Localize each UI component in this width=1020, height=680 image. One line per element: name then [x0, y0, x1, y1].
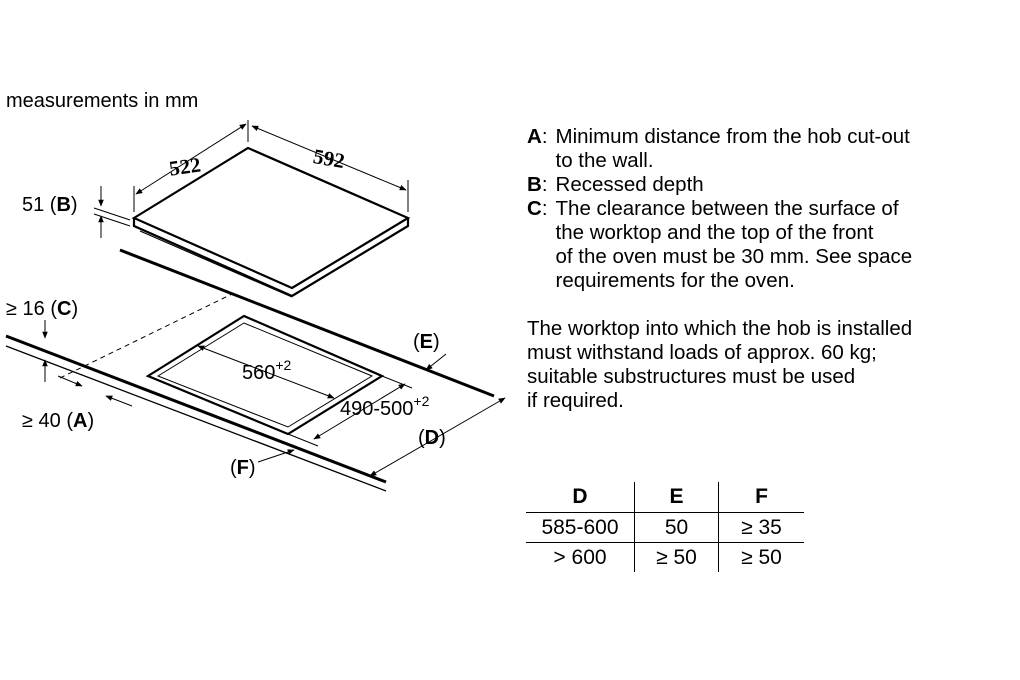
dimension-f-key: F	[236, 457, 249, 479]
clearance-key: C	[57, 298, 72, 320]
recess-dimension	[22, 186, 130, 238]
dimension-e-label: (E)	[413, 331, 440, 353]
note-line: The worktop into which the hob is installed	[527, 317, 913, 340]
cutout-depth-dimension	[288, 376, 430, 446]
recess-label: 51 (B)	[22, 194, 78, 216]
note-line: must withstand loads of approx. 60 kg;	[527, 341, 877, 364]
table-cell: ≥ 50	[719, 543, 805, 573]
table-row	[526, 543, 804, 573]
legend-text	[556, 173, 1007, 197]
legend-key: B	[527, 173, 542, 196]
wall-distance-key: A	[73, 410, 88, 432]
cutout-depth-label	[340, 393, 430, 420]
legend-key: A	[527, 125, 542, 148]
legend-item-c: C : The clearance between the surface of the worktop and the top of the front of the oven must be 30 mm. See space requirements for the oven.	[527, 197, 1007, 293]
recess-value: 51	[22, 194, 45, 216]
dimension-e-key: E	[419, 331, 434, 353]
legend-line: the worktop and the top of the front	[555, 221, 874, 244]
cutout-depth-tolerance: +2	[413, 393, 430, 409]
legend-item-b: B : Recessed depth	[527, 173, 1007, 197]
hob-width-label: 592	[311, 144, 347, 174]
table-cell: ≥ 50	[635, 543, 719, 573]
table-header-f: F	[719, 482, 805, 513]
legend-line: The clearance between the surface of	[555, 197, 899, 220]
legend-text	[556, 197, 1007, 293]
hob-depth-label: 522	[167, 152, 203, 181]
table-header-d: D	[526, 482, 635, 513]
table-row	[526, 513, 804, 543]
note-line: if required.	[527, 389, 624, 412]
table-header-row	[526, 482, 804, 513]
legend-text	[556, 125, 1007, 173]
dimension-d-key: D	[424, 427, 440, 449]
wall-distance-dimension	[22, 376, 132, 432]
dimension-f-label: (F)	[230, 457, 256, 479]
legend-line: to the wall.	[555, 149, 654, 172]
clearance-value: ≥ 16	[6, 298, 45, 320]
cutout-depth-value: 490-500	[340, 398, 414, 420]
wall-distance-label: ≥ 40 (A)	[22, 410, 95, 432]
legend	[527, 125, 1007, 293]
legend-key: C	[527, 197, 542, 220]
cutout-width-value: 560	[242, 362, 276, 384]
wall-distance-value: ≥ 40	[22, 410, 61, 432]
units-note: measurements in mm	[6, 90, 199, 112]
dimension-f	[230, 450, 294, 479]
clearance-label: ≥ 16 (C)	[6, 298, 79, 320]
dimension-d-label: (D)	[418, 427, 446, 449]
legend-line: of the oven must be 30 mm. See space	[555, 245, 913, 268]
recess-key: B	[56, 194, 71, 216]
table-cell: > 600	[553, 545, 607, 569]
cutout-width-dimension	[198, 346, 334, 398]
cutout-width-tolerance: +2	[275, 357, 292, 373]
legend-line: Recessed depth	[555, 173, 704, 196]
dimension-e	[413, 331, 446, 370]
hidden-edge	[60, 294, 232, 378]
table-cell: 50	[635, 513, 719, 543]
cutout-width-label	[242, 357, 292, 384]
dimension-table	[526, 482, 804, 572]
legend-line: requirements for the oven.	[555, 269, 795, 292]
legend-line: Minimum distance from the hob cut-out	[555, 125, 910, 148]
note-line: suitable substructures must be used	[527, 365, 856, 388]
table-cell: ≥ 35	[719, 513, 805, 543]
legend-item-a: A : Minimum distance from the hob cut-out to the wall.	[527, 125, 1007, 173]
load-note	[527, 317, 912, 413]
table-cell: 585-600	[526, 513, 635, 543]
table-header-e: E	[635, 482, 719, 513]
